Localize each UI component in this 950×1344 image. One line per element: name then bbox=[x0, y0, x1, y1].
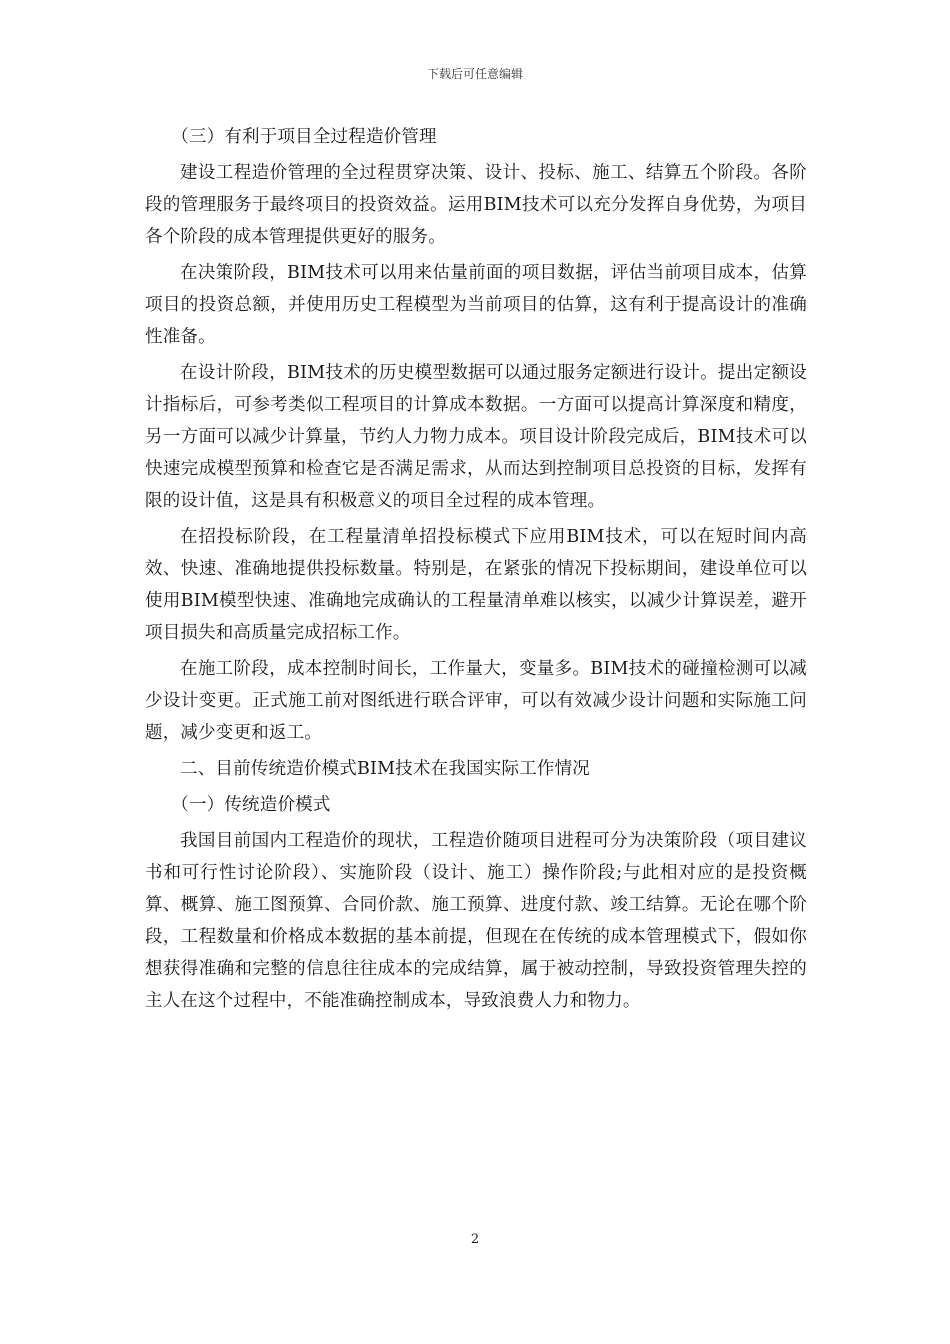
paragraph-design-stage: 在设计阶段，BIM技术的历史模型数据可以通过服务定额进行设计。提出定额设计指标后，可参考类似工程项目的计算成本数据。一方面可以提高计算深度和精度，另一方面可以减少计算量，节约人力物力成本。项目设计阶段完成后，BIM技术可以快速完成模型预算和检查它是否满足需求，从而达到控制项目总投资的目标，发挥有限的设计值，这是具有积极意义的项目全过程的成本管理。 bbox=[145, 363, 807, 511]
section-heading-3: （三）有利于项目全过程造价管理 bbox=[171, 127, 437, 147]
page-number: 2 bbox=[470, 1232, 480, 1247]
paragraph-bidding-stage: 在招投标阶段，在工程量清单招投标模式下应用BIM技术，可以在短时间内高效、快速、准确地提供投标数量。特别是，在紧张的情况下投标期间，建设单位可以使用BIM模型快速、准确地完成确认的工程量清单难以核实，以减少计算误差，避开项目损失和高质量完成招标工作。 bbox=[145, 527, 807, 643]
paragraph-overview: 建设工程造价管理的全过程贯穿决策、设计、投标、施工、结算五个阶段。各阶段的管理服务于最终项目的投资效益。运用BIM技术可以充分发挥自身优势，为项目各个阶段的成本管理提供更好的服务。 bbox=[145, 163, 807, 247]
page-header: 下载后可任意编辑 bbox=[426, 67, 523, 81]
paragraph-decision-stage: 在决策阶段，BIM技术可以用来估量前面的项目数据，评估当前项目成本，估算项目的投资总额，并使用历史工程模型为当前项目的估算，这有利于提高设计的准确性准备。 bbox=[145, 263, 807, 347]
subsection-heading-1: （一）传统造价模式 bbox=[171, 795, 331, 815]
section-heading-2: 二、目前传统造价模式BIM技术在我国实际工作情况 bbox=[180, 759, 590, 779]
paragraph-construction-stage: 在施工阶段，成本控制时间长，工作量大，变量多。BIM技术的碰撞检测可以减少设计变更。正式施工前对图纸进行联合评审，可以有效减少设计问题和实际施工问题，减少变更和返工。 bbox=[145, 659, 807, 743]
document-body bbox=[145, 121, 807, 1021]
paragraph-traditional-mode: 我国目前国内工程造价的现状，工程造价随项目进程可分为决策阶段（项目建议书和可行性讨论阶段）、实施阶段（设计、施工）操作阶段;与此相对应的是投资概算、概算、施工图预算、合同价款、施工预算、进度付款、竣工结算。无论在哪个阶段，工程数量和价格成本数据的基本前提，但现在在传统的成本管理模式下，假如你想获得准确和完整的信息往往成本的完成结算，属于被动控制，导致投资管理失控的主人在这个过程中，不能准确控制成本，导致浪费人力和物力。 bbox=[145, 831, 807, 1011]
